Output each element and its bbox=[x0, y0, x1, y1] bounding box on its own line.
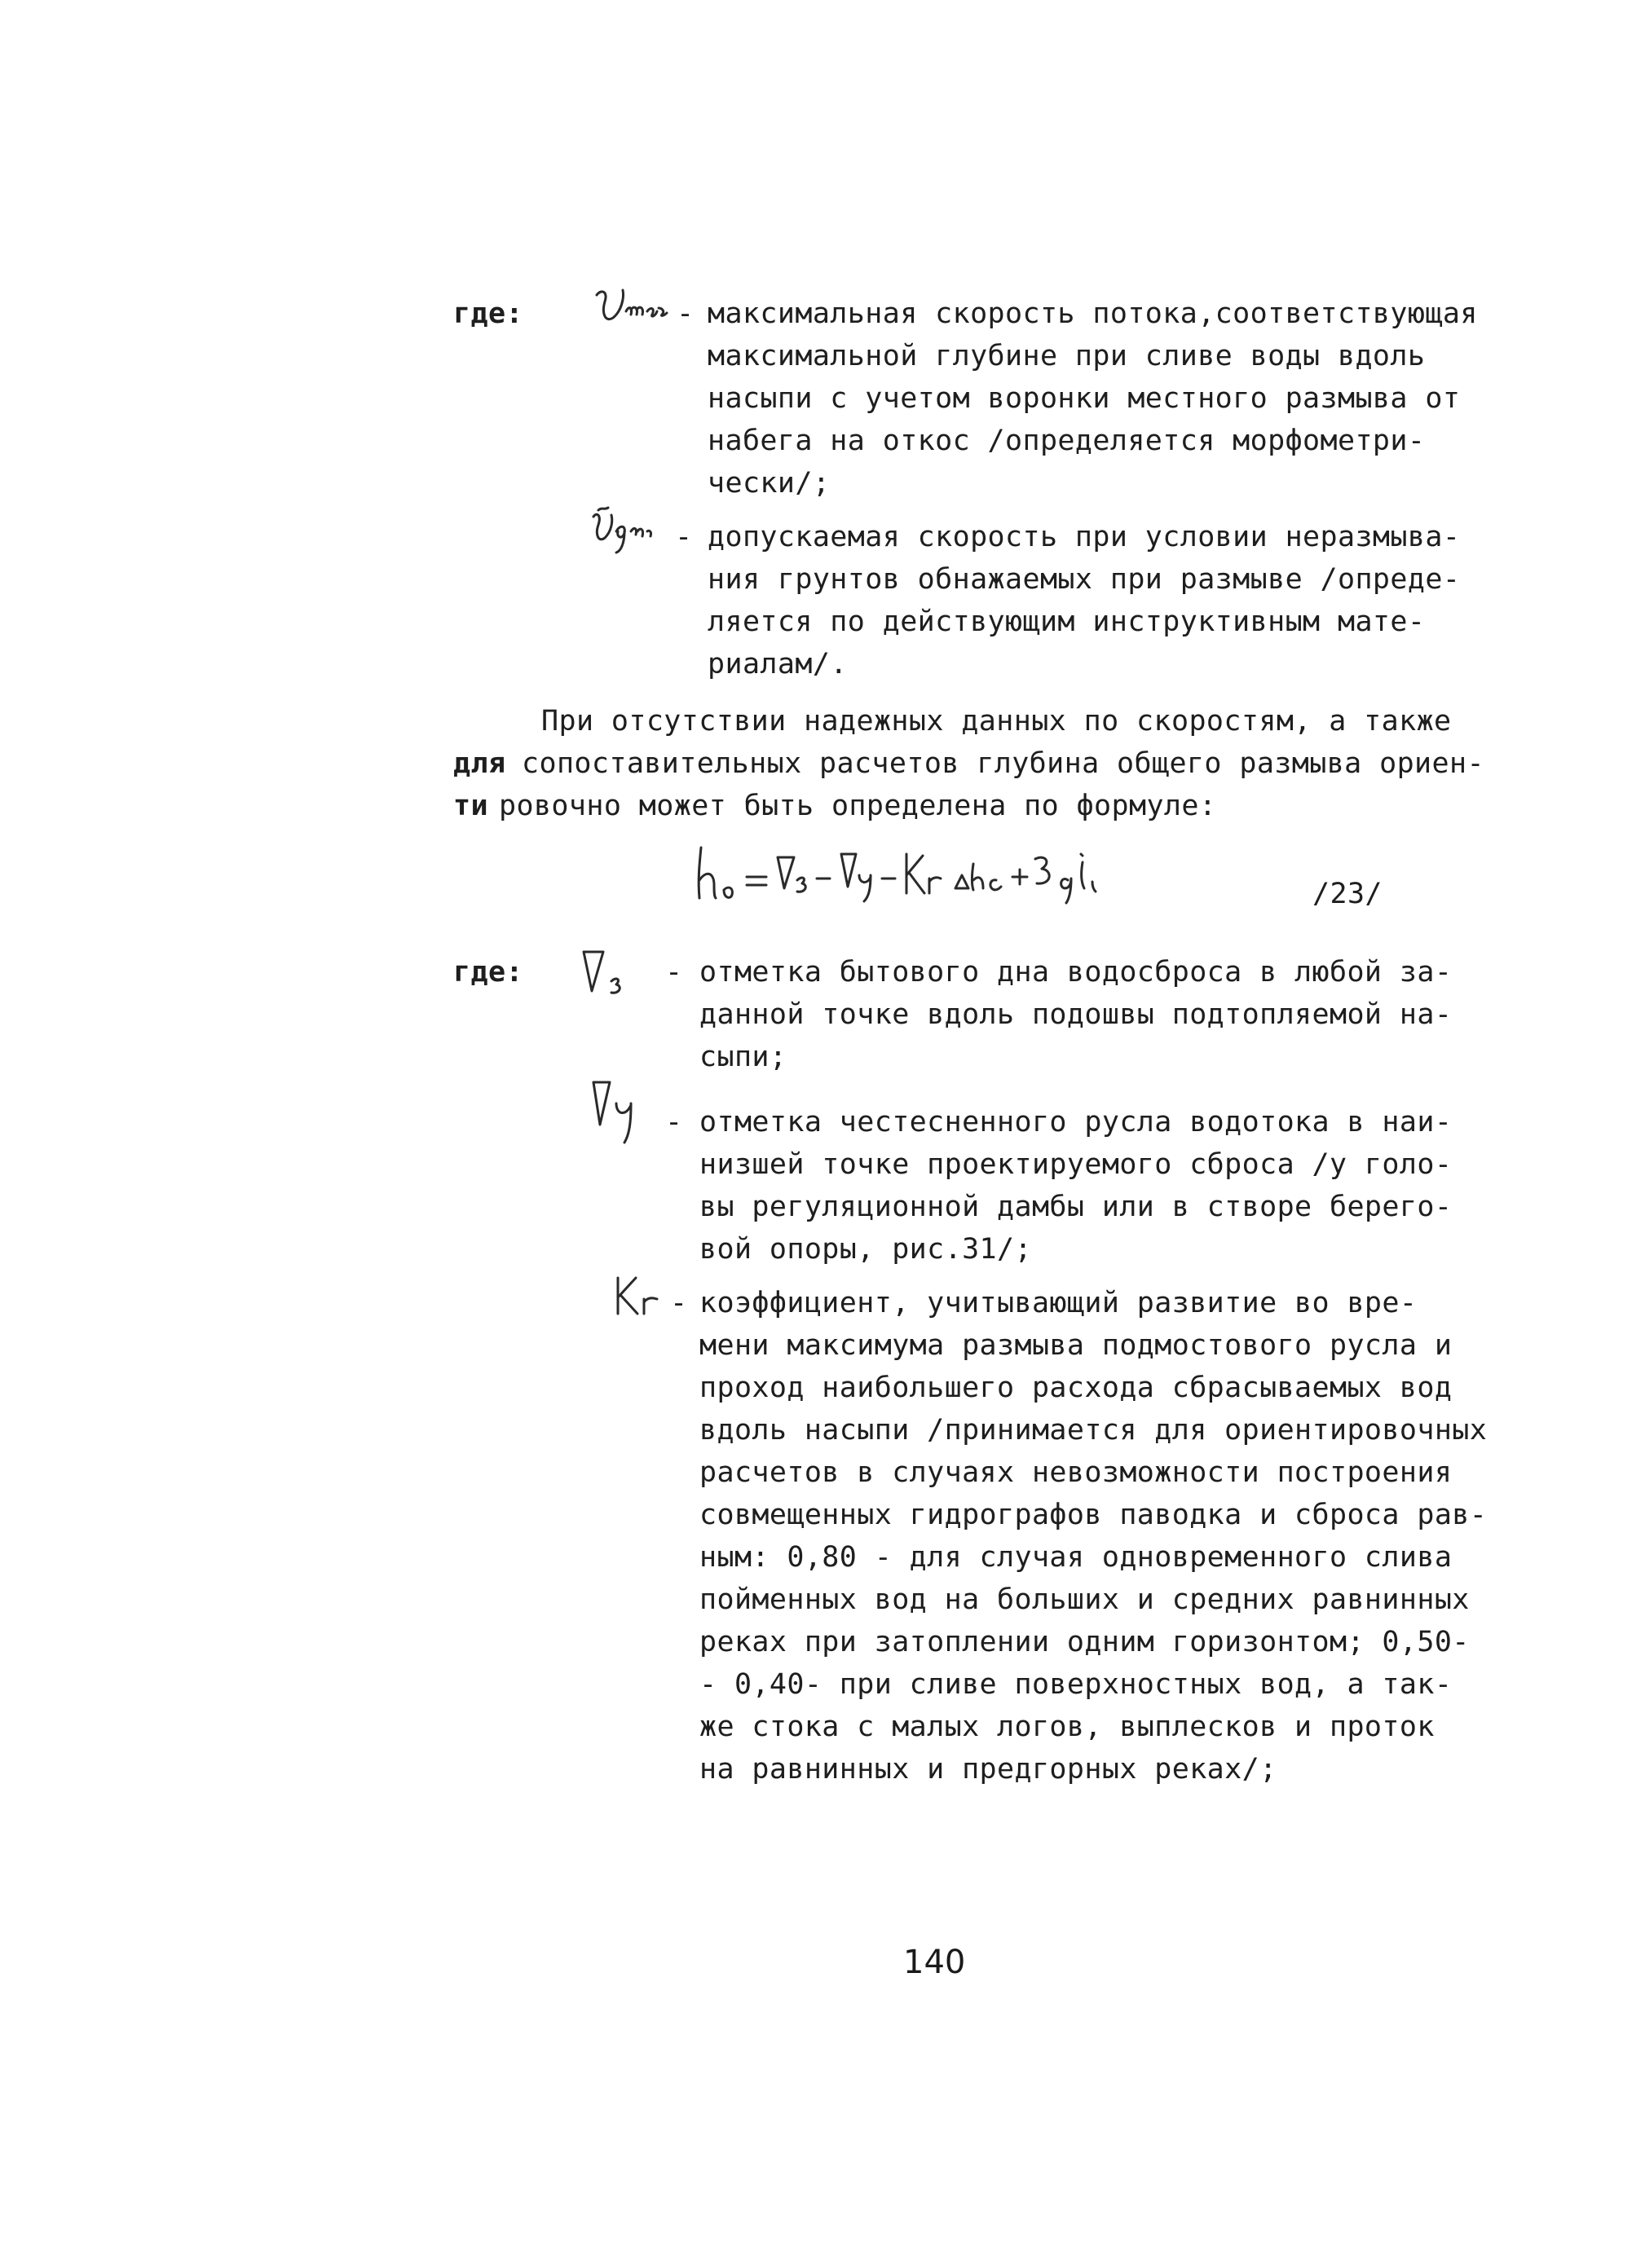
text-line: низшей точке проектируемого сброса /у голо- bbox=[699, 1148, 1453, 1181]
where-label: где: bbox=[453, 956, 523, 989]
text-line: отметка бытового дна водосброса в любой за- bbox=[699, 956, 1453, 989]
text-line: ровочно может быть определена по формуле: bbox=[499, 790, 1217, 822]
handwritten-nabla3-symbol bbox=[579, 945, 644, 1002]
text-line: чески/; bbox=[708, 467, 831, 500]
text-line: данной точке вдоль подошвы подтопляемой на- bbox=[699, 998, 1453, 1031]
where-label: где: bbox=[453, 297, 523, 330]
text-line: вдоль насыпи /принимается для ориентировочных bbox=[699, 1414, 1488, 1447]
def-dash: - bbox=[675, 521, 693, 553]
text-line: отметка честесненного русла водотока в наи- bbox=[699, 1106, 1453, 1138]
text-line: коэффициент, учитывающий развитие во вре- bbox=[699, 1287, 1418, 1319]
def-dash: - bbox=[677, 297, 695, 330]
handwritten-formula bbox=[693, 839, 1166, 913]
text-line: ния грунтов обнажаемых при размыве /опреде- bbox=[708, 563, 1461, 596]
handwritten-v-allowable-symbol bbox=[589, 507, 670, 556]
text-line: При отсутствии надежных данных по скоростям, а также bbox=[541, 705, 1452, 738]
text-line: мени максимума размыва подмостового русла и bbox=[699, 1329, 1453, 1362]
text-line: вы регуляционной дамбы или в створе берего- bbox=[699, 1191, 1453, 1223]
text-line: реках при затоплении одним горизонтом; 0,50- bbox=[699, 1626, 1470, 1658]
text-line: пойменных вод на больших и средних равнинных bbox=[699, 1583, 1470, 1616]
def-dash: - bbox=[665, 956, 683, 989]
page-number: 140 bbox=[903, 1944, 966, 1981]
text-line: вой опоры, рис.31/; bbox=[699, 1233, 1032, 1266]
handwritten-nabla-ch-symbol bbox=[589, 1076, 654, 1149]
text-line: расчетов в случаях невозможности построения bbox=[699, 1456, 1453, 1489]
text-line: совмещенных гидрографов паводка и сброса рав- bbox=[699, 1499, 1488, 1531]
equation-number: /23/ bbox=[1312, 878, 1383, 910]
text-line: на равнинных и предгорных реках/; bbox=[699, 1753, 1277, 1786]
text-line: риалам/. bbox=[708, 648, 848, 680]
handwritten-v-max-symbol bbox=[593, 284, 671, 332]
text-line: сыпи; bbox=[699, 1041, 787, 1073]
text-line: максимальной глубине при сливе воды вдоль bbox=[708, 340, 1426, 372]
text-line: ляется по действующим инструктивным мате- bbox=[708, 606, 1426, 638]
text-line: насыпи с учетом воронки местного размыва от bbox=[708, 382, 1461, 415]
text-line: набега на откос /определяется морфометри- bbox=[708, 425, 1426, 457]
text-line: допускаемая скорость при условии неразмыва- bbox=[708, 521, 1461, 553]
text-line: же стока с малых логов, выплесков и проток bbox=[699, 1711, 1435, 1743]
text-line: сопоставительных расчетов глубина общего размыва ориен- bbox=[522, 747, 1484, 780]
text-line: проход наибольшего расхода сбрасываемых вод bbox=[699, 1372, 1453, 1404]
handwritten-kr-symbol bbox=[613, 1271, 670, 1320]
def-dash: - bbox=[665, 1106, 683, 1138]
bold-word: ти bbox=[453, 790, 488, 822]
text-line: максимальная скорость потока,соответствующая bbox=[708, 297, 1478, 330]
bold-word: для bbox=[453, 747, 506, 780]
text-line: - 0,40- при сливе поверхностных вод, а так- bbox=[699, 1668, 1453, 1701]
def-dash: - bbox=[670, 1287, 688, 1319]
text-line: ным: 0,80 - для случая одновременного слива bbox=[699, 1541, 1453, 1574]
